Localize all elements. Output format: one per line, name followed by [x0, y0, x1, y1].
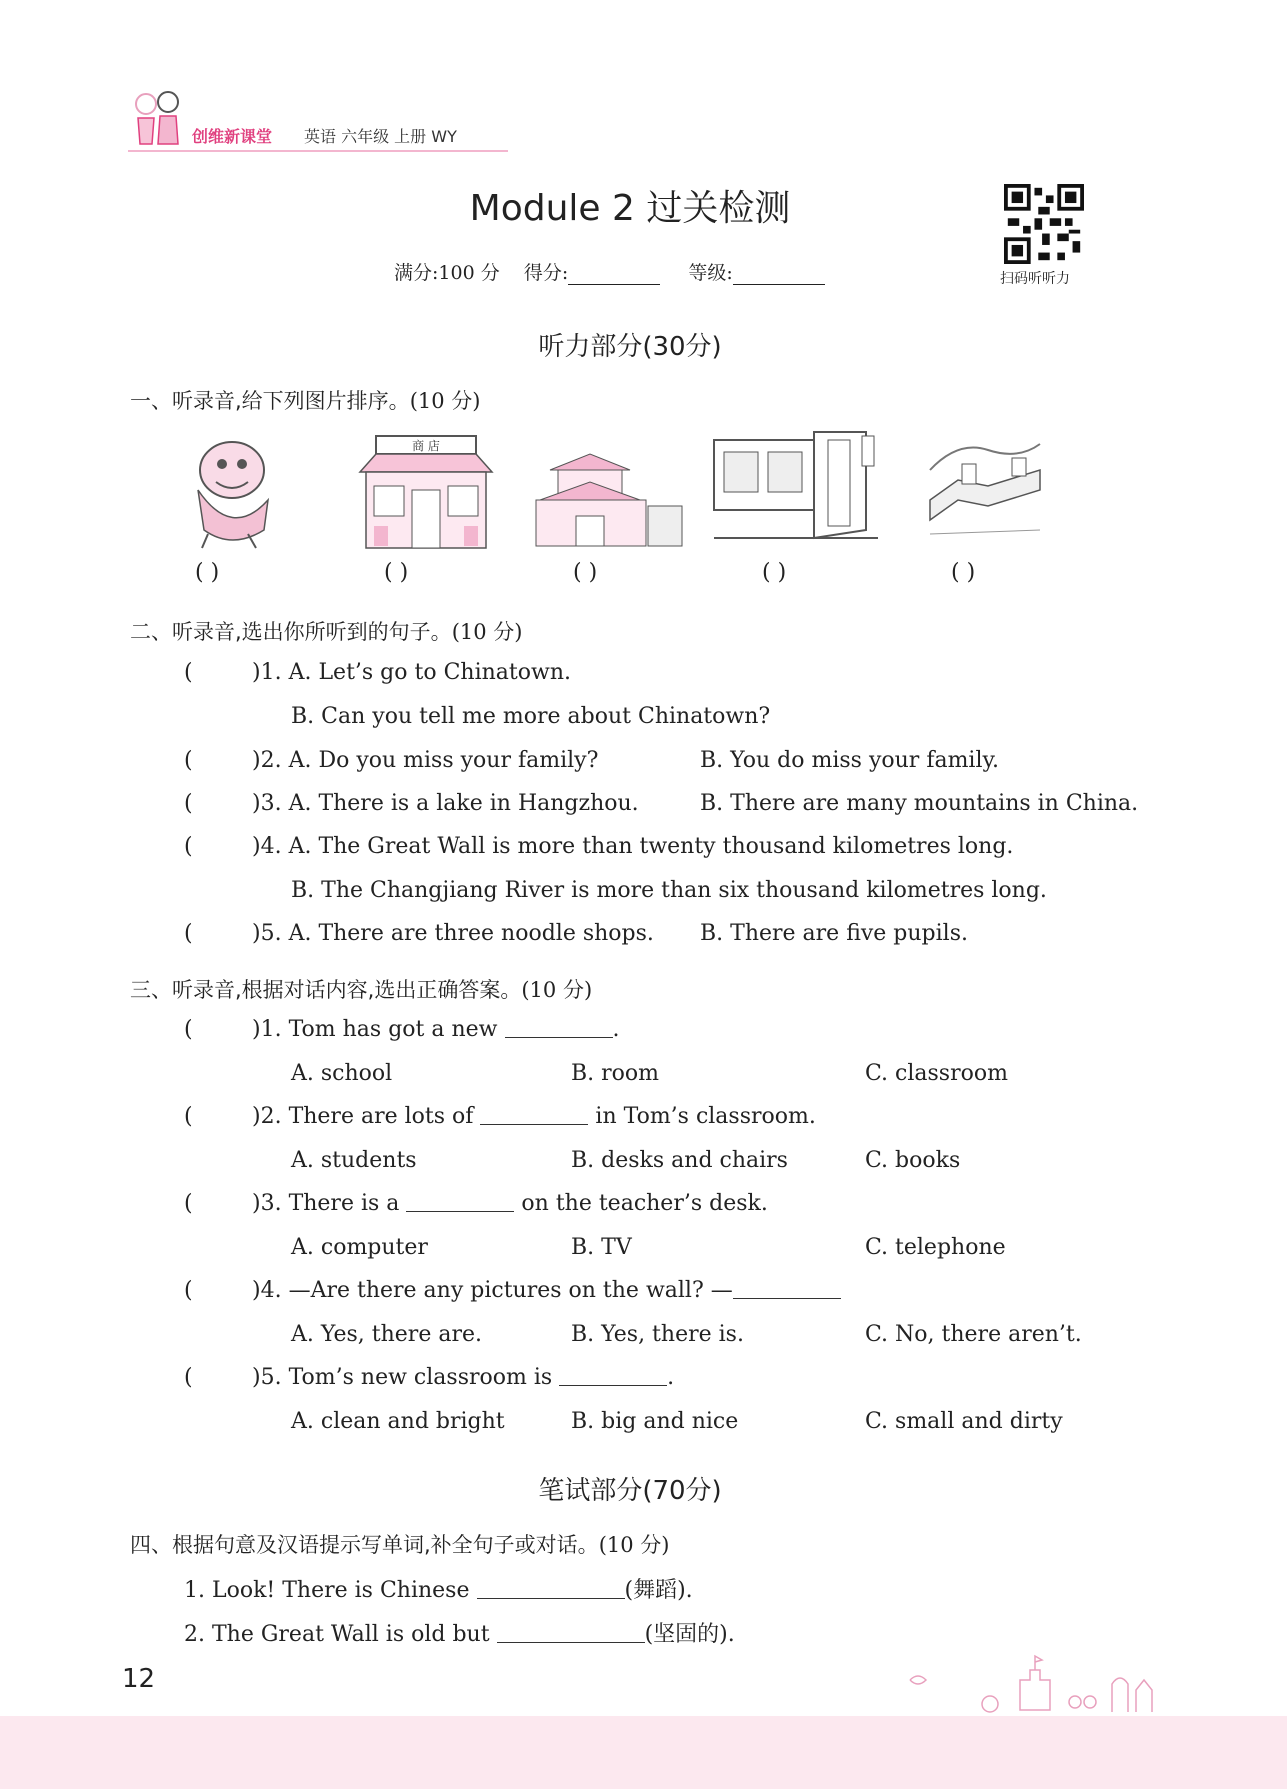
book-subtitle: 英语 六年级 上册 WY — [304, 127, 457, 146]
question: )3. There is a on the teacher’s desk. — [252, 1191, 768, 1216]
answer-paren[interactable]: ( — [184, 1104, 193, 1129]
fill-question: 1. Look! There is Chinese (舞蹈). — [184, 1578, 693, 1603]
option-a: )3. A. There is a lake in Hangzhou. — [252, 791, 639, 816]
picture-3-answer[interactable]: ( ) — [573, 560, 598, 585]
castle-doodle-icon — [890, 1650, 1160, 1720]
part1-title: 一、听录音,给下列图片排序。(10 分) — [130, 389, 481, 413]
listening-section-heading: 听力部分(30分) — [538, 332, 722, 362]
grade-blank[interactable] — [733, 266, 825, 285]
option-a: )5. A. There are three noodle shops. — [252, 921, 654, 946]
answer-paren[interactable]: ( — [184, 1017, 193, 1042]
option-a: A. students — [291, 1148, 417, 1173]
picture-1-answer[interactable]: ( ) — [195, 560, 220, 585]
answer-paren[interactable]: ( — [184, 1278, 193, 1303]
answer-paren[interactable]: ( — [184, 834, 193, 859]
great-wall-picture — [928, 430, 1043, 550]
option-c: C. No, there aren’t. — [865, 1322, 1082, 1347]
option-a: A. school — [291, 1061, 393, 1086]
full-score: 满分:100 分 — [394, 262, 500, 284]
option-b: B. room — [571, 1061, 660, 1086]
written-section-heading: 笔试部分(70分) — [538, 1476, 722, 1506]
answer-paren[interactable]: ( — [184, 1365, 193, 1390]
part3-title: 三、听录音,根据对话内容,选出正确答案。(10 分) — [130, 978, 593, 1002]
qr-label: 扫码听听力 — [1000, 271, 1070, 287]
picture-2-answer[interactable]: ( ) — [384, 560, 409, 585]
shop-sign-text: 商 店 — [412, 439, 440, 453]
option-a: )4. A. The Great Wall is more than twenty thousand kilometres long. — [252, 834, 1014, 859]
question: )4. —Are there any pictures on the wall? — — [252, 1278, 841, 1303]
option-a: )2. A. Do you miss your family? — [252, 748, 599, 773]
score-label: 得分: — [523, 262, 569, 284]
option-b: B. Can you tell me more about Chinatown? — [291, 704, 771, 729]
shop-picture — [356, 430, 496, 550]
option-a: A. computer — [291, 1235, 428, 1260]
palace-picture — [530, 430, 685, 550]
score-blank[interactable] — [568, 266, 660, 285]
fill-blank[interactable] — [497, 1622, 645, 1643]
answer-paren[interactable]: ( — [184, 660, 193, 685]
page-title: Module 2 过关检测 — [469, 188, 791, 229]
question: )5. Tom’s new classroom is . — [252, 1365, 675, 1390]
option-b: B. Yes, there is. — [571, 1322, 744, 1347]
grade-label: 等级: — [688, 262, 733, 284]
brand-name: 创维新课堂 — [192, 127, 273, 146]
part2-title: 二、听录音,选出你所听到的句子。(10 分) — [130, 620, 523, 644]
fill-blank[interactable] — [477, 1578, 625, 1599]
option-b: B. There are many mountains in China. — [700, 791, 1139, 816]
option-a: A. Yes, there are. — [291, 1322, 482, 1347]
picture-4-answer[interactable]: ( ) — [762, 560, 787, 585]
option-c: C. classroom — [865, 1061, 1008, 1086]
footer-band — [0, 1716, 1287, 1789]
part4-title: 四、根据句意及汉语提示写单词,补全句子或对话。(10 分) — [130, 1533, 670, 1557]
option-a: A. clean and bright — [291, 1409, 505, 1434]
classroom-picture — [712, 430, 880, 550]
fill-blank[interactable] — [733, 1278, 841, 1299]
picture-5-answer[interactable]: ( ) — [951, 560, 976, 585]
header-divider — [128, 150, 508, 152]
option-b: B. The Changjiang River is more than six thousand kilometres long. — [291, 878, 1047, 903]
option-a: )1. A. Let’s go to Chinatown. — [252, 660, 571, 685]
question: )1. Tom has got a new . — [252, 1017, 620, 1042]
cartoon-kids-logo — [128, 88, 186, 154]
lion-dance-picture — [178, 430, 286, 550]
score-line — [394, 258, 847, 285]
answer-paren[interactable]: ( — [184, 1191, 193, 1216]
option-c: C. telephone — [865, 1235, 1006, 1260]
option-b: B. There are five pupils. — [700, 921, 968, 946]
option-b: B. desks and chairs — [571, 1148, 788, 1173]
answer-paren[interactable]: ( — [184, 921, 193, 946]
fill-question: 2. The Great Wall is old but (坚固的). — [184, 1622, 735, 1647]
option-b: B. TV — [571, 1235, 632, 1260]
fill-blank[interactable] — [505, 1017, 613, 1038]
option-b: B. big and nice — [571, 1409, 739, 1434]
option-b: B. You do miss your family. — [700, 748, 1000, 773]
fill-blank[interactable] — [559, 1365, 667, 1386]
fill-blank[interactable] — [480, 1104, 588, 1125]
answer-paren[interactable]: ( — [184, 791, 193, 816]
question: )2. There are lots of in Tom’s classroom. — [252, 1104, 816, 1129]
qr-code-icon[interactable] — [1004, 184, 1084, 264]
page-number: 12 — [122, 1664, 156, 1694]
fill-blank[interactable] — [406, 1191, 514, 1212]
option-c: C. books — [865, 1148, 961, 1173]
answer-paren[interactable]: ( — [184, 748, 193, 773]
option-c: C. small and dirty — [865, 1409, 1063, 1434]
